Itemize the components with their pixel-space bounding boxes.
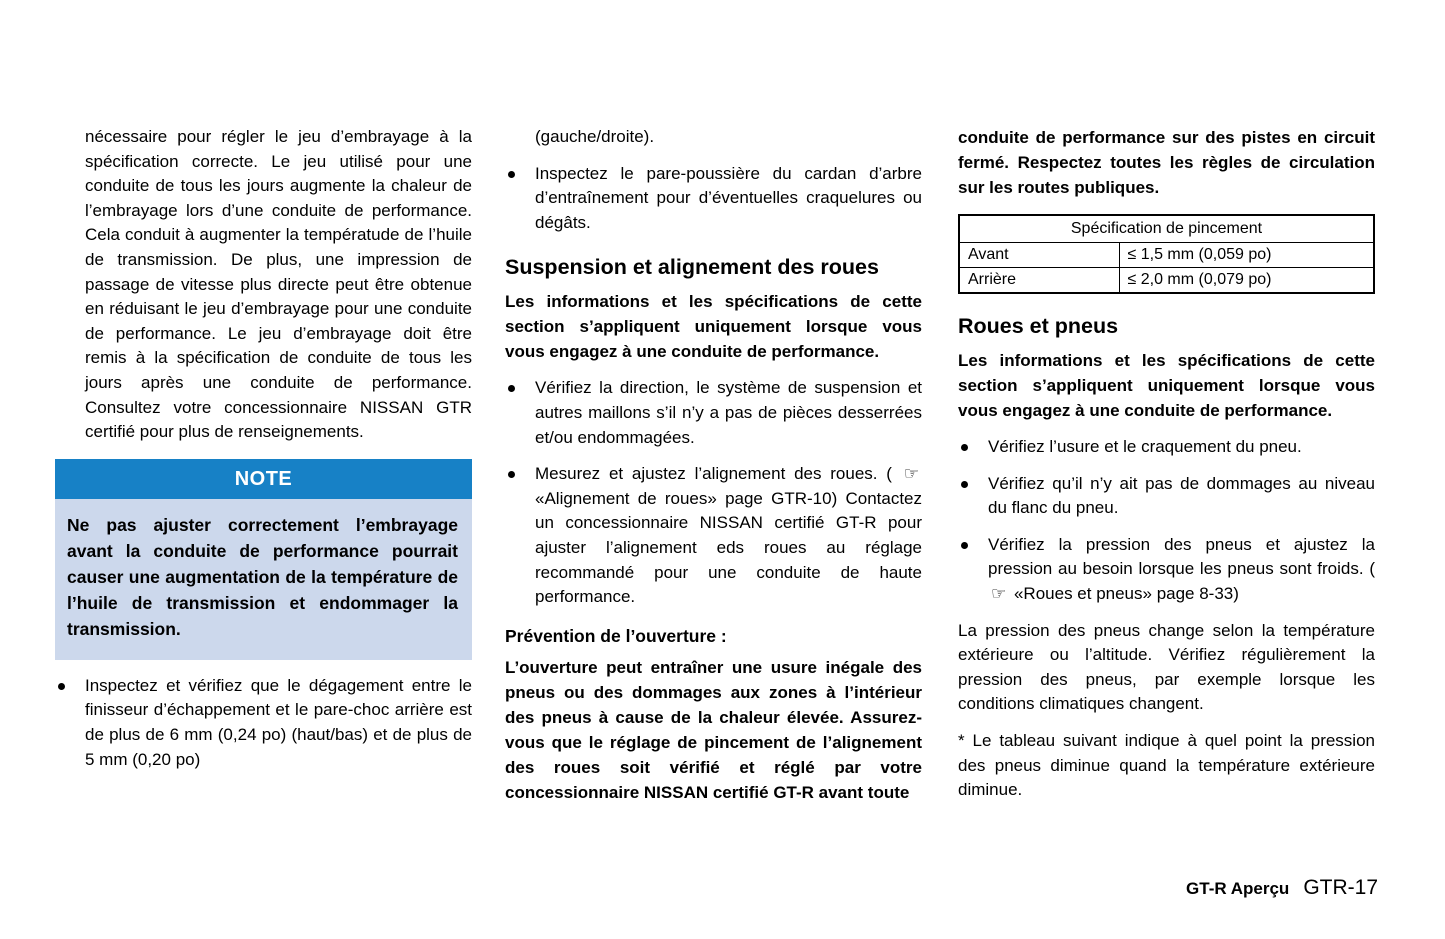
list-item [505, 462, 922, 610]
suspension-intro-paragraph: Les informations et les spécifications de cette section s’appliquent uniquement lorsque vous vous engagez à une conduite de performance. [505, 292, 922, 362]
column-3 [958, 125, 1375, 803]
bullet-text-segment: «Roues et pneus» page 8-33) [1009, 583, 1239, 603]
bullet-icon [508, 385, 515, 392]
table-row-value: ≤ 1,5 mm (0,059 po) [1119, 243, 1374, 268]
wheels-tires-intro-paragraph: Les informations et les spécifications de cette section s’appliquent uniquement lorsque vous vous engagez à une conduite de performance. [958, 351, 1375, 420]
column-1 [55, 125, 472, 772]
toe-in-spec-table-wrap [958, 214, 1375, 294]
list-item [505, 162, 922, 236]
bullet-icon [961, 542, 968, 549]
pressure-table-note-paragraph: * Le tableau suivant indique à quel point la pression des pneus diminue quand la température extérieure diminue. [958, 730, 1375, 800]
bullet-icon [58, 683, 65, 690]
table-row [959, 268, 1374, 294]
table-row-value: ≤ 2,0 mm (0,079 po) [1119, 268, 1374, 294]
bullet-text-segment: «Alignement de roues» page GTR-10) Contactez un concessionnaire NISSAN certifié GT-R pour ajuster l’alignement eds roues au réglage recommandé pour une conduite de haute performance. [535, 488, 922, 607]
steering-check-bullet: Vérifiez la direction, le système de suspension et autres maillons s’il n’y a pas de pièces desserrées et/ou endommagées. [535, 378, 922, 447]
bullet-icon [508, 171, 515, 178]
bullet-icon [508, 471, 515, 478]
toe-out-prevention-subheading: Prévention de l’ouverture : [505, 625, 727, 646]
list-item [958, 435, 1375, 460]
footer-page-number: GTR-17 [1303, 876, 1378, 899]
table-row-label: Arrière [959, 268, 1119, 294]
tire-pressure-bullet [988, 533, 1375, 607]
column-2 [505, 125, 922, 805]
note-title: NOTE [55, 459, 472, 499]
table-row [959, 243, 1374, 268]
list-item [958, 472, 1375, 521]
list-item [958, 533, 1375, 607]
drive-shaft-boot-bullet: Inspectez le pare-poussière du cardan d’arbre d’entraînement pour d’éventuelles craquelures ou dégâts. [535, 163, 922, 232]
toe-out-warning-paragraph: L’ouverture peut entraîner une usure inégale des pneus ou des dommages aux zones à l’intérieur des pneus à cause de la chaleur élevée. Assurez-vous que le réglage de pincement de l’alignement des roues soit vérifié et réglé par votre concessionnaire NISSAN certifié GT-R avant toute [505, 657, 922, 802]
toe-out-warning-continuation: conduite de performance sur des pistes en circuit fermé. Respectez toutes les règles de circulation sur les routes publiques. [958, 128, 1375, 197]
tire-wear-bullet: Vérifiez l’usure et le craquement du pneu. [988, 437, 1302, 456]
table-row-label: Avant [959, 243, 1119, 268]
table-header-row [959, 215, 1374, 243]
bullet-text-segment: Mesurez et ajustez l’alignement des roues. ( [535, 464, 901, 484]
bullet-icon [961, 481, 968, 488]
note-box [55, 459, 472, 660]
bullet-continuation-line: (gauche/droite). [535, 127, 655, 146]
reference-page-icon: ☞ [903, 464, 919, 485]
table-title: Spécification de pincement [959, 215, 1374, 243]
wheel-alignment-bullet [535, 462, 922, 610]
reference-page-icon: ☞ [991, 583, 1007, 604]
bullet-text-segment: Vérifiez la pression des pneus et ajustez la pression au besoin lorsque les pneus sont froids. ( [988, 534, 1375, 579]
toe-in-spec-table [958, 214, 1375, 294]
page-footer [1186, 876, 1378, 900]
list-item [55, 674, 472, 772]
wheels-tires-section-heading: Roues et pneus [958, 314, 1119, 338]
pressure-change-paragraph: La pression des pneus change selon la température extérieure ou l’altitude. Vérifiez régulièrement la pression des pneus, par exemple lorsque les conditions climatiques changent. [958, 620, 1375, 714]
suspension-section-heading: Suspension et alignement des roues [505, 255, 879, 280]
clutch-continuation-paragraph: nécessaire pour régler le jeu d’embrayage à la spécification correcte. Le jeu utilisé pour une conduite de tous les jours augmente la chaleur de l’embrayage lors d’une conduite de performance. Cela conduit à augmenter la températude de l’huile de transmission. De plus, une impression de passage de vitesse plus directe peut être obtenue en réduisant le jeu d’embrayage pour une conduite de performance. Le jeu d’embrayage doit être remis à la spécification de conduite de tous les jours après une conduite de performance. Consultez votre concessionnaire NISSAN GTR certifié pour plus de renseignements. [85, 127, 472, 442]
bullet-icon [961, 444, 968, 451]
note-body-text: Ne pas ajuster correctement l’embrayage avant la conduite de performance pourrait causer une augmentation de la température de l’huile de transmission et endommager la transmission. [55, 499, 472, 660]
list-item [505, 376, 922, 450]
tire-sidewall-bullet: Vérifiez qu’il n’y ait pas de dommages au niveau du flanc du pneu. [988, 473, 1375, 518]
footer-section-title: GT-R Aperçu [1186, 879, 1290, 898]
exhaust-clearance-bullet: Inspectez et vérifiez que le dégagement entre le finisseur d’échappement et le pare-choc arrière est de plus de 6 mm (0,24 po) (haut/bas) et de plus de 5 mm (0,20 po) [85, 675, 472, 769]
